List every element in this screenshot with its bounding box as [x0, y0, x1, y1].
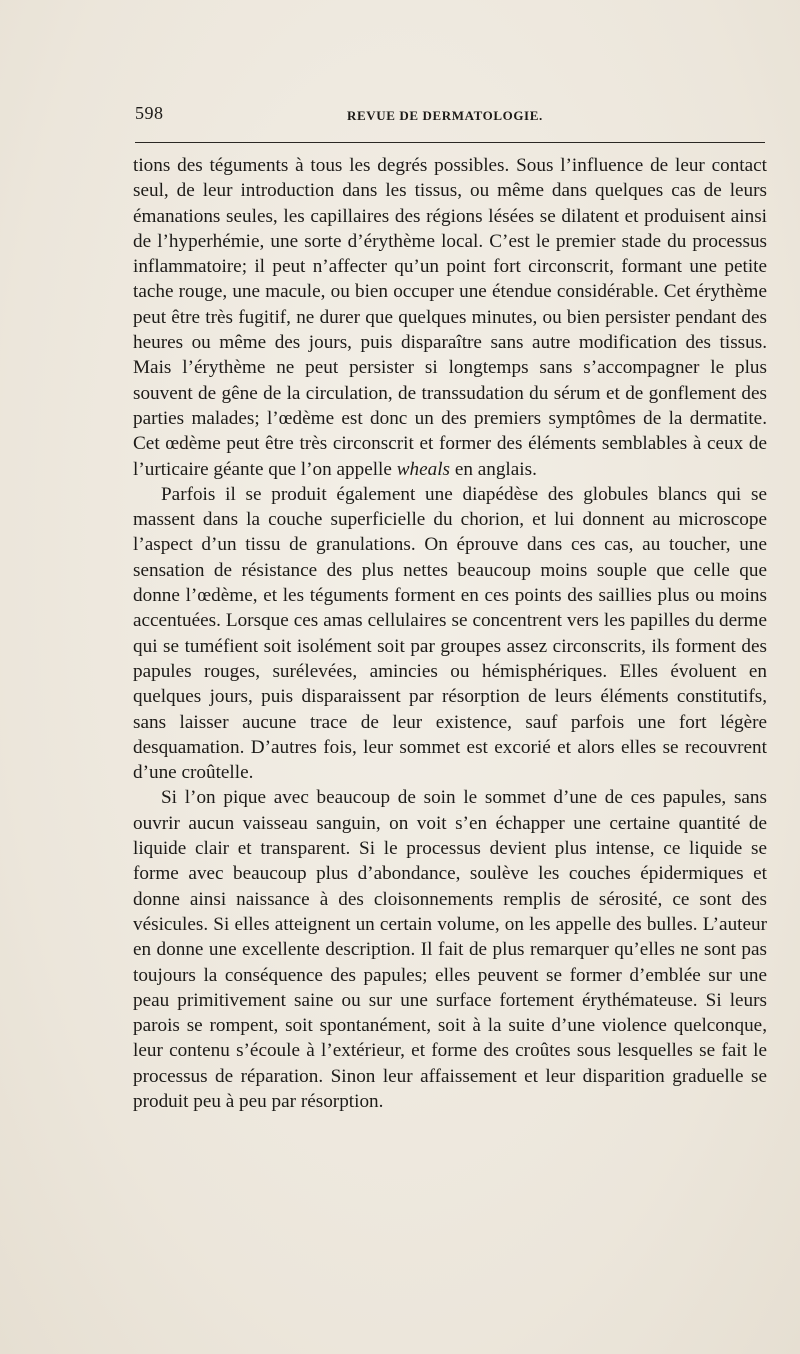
page-header [135, 103, 765, 129]
header-rule [135, 142, 765, 143]
paragraph-2: Parfois il se produit également une diapédèse des globules blancs qui se massent dans la couche superficielle du chorion, et lui donnent au microscope l’aspect d’un tissu de granulations. On éprouve dans ces cas, au toucher, une sensation de résistance des plus nettes beaucoup moins souple que celle que donne l’œdème, et les téguments forment en ces points des saillies plus ou moins accentuées. Lorsque ces amas cellulaires se concentrent vers les papilles du derme qui se tuméfient soit isolément soit par groupes assez circonscrits, ils forment des papules rouges, surélevées, amincies ou hémisphériques. Elles évoluent en quelques jours, puis disparaissent par résorption de leurs éléments constitutifs, sans laisser aucune trace de leur existence, sauf parfois une fort légère desquamation. D’autres fois, leur sommet est excorié et alors elles se recouvrent d’une croûtelle. [133, 483, 767, 784]
page-number: 598 [135, 103, 164, 123]
paragraph-3: Si l’on pique avec beaucoup de soin le sommet d’une de ces papules, sans ouvrir aucun vaisseau sanguin, on voit s’en échapper une certaine quantité de liquide clair et transparent. Si le processus devient plus intense, ce liquide se forme avec beaucoup plus d’abondance, soulève les couches épidermiques et donne ainsi naissance à des cloisonnements remplis de sérosité, ce sont des vésicules. Si elles atteignent un certain volume, on les appelle des bulles. L’auteur en donne une excellente description. Il fait de plus remarquer qu’elles ne sont pas toujours la conséquence des papules; elles peuvent se former d’emblée sur une peau primitivement saine ou sur une surface fortement érythémateuse. Si leurs parois se rompent, soit spontanément, soit à la suite d’une violence quelconque, leur contenu s’écoule à l’extérieur, et forme des croûtes sous lesquelles se fait le processus de réparation. Sinon leur affaissement et leur disparition graduelle se produit peu à peu par résorption. [133, 787, 767, 1112]
paragraph-1-text: tions des téguments à tous les degrés possibles. Sous l’influence de leur contact seul, de leur introduction dans les tissus, ou même dans quelques cas de leurs émanations seules, les capillaires des régions lésées se dilatent et produisent ainsi de l’hyperhémie, une sorte d’érythème local. C’est le premier stade du processus inflammatoire; il peut n’affecter qu’un point fort circonscrit, formant une petite tache rouge, une macule, ou bien occuper une étendue considérable. Cet érythème peut être très fugitif, ne durer que quelques minutes, ou bien persister pendant des heures ou même des jours, puis disparaître sans autre modification des tissus. Mais l’érythème ne peut persister si longtemps sans s’accompagner le plus souvent de gêne de la circulation, de transsudation du sérum et de gonflement des parties malades; l’œdème est donc un des premiers symptômes de la dermatite. Cet œdème peut être très circonscrit et former des éléments semblables à ceux de l’urticaire géante que l’on appelle [133, 155, 767, 480]
body-text [133, 153, 767, 1114]
paragraph-1-tail: en anglais. [450, 458, 537, 480]
italic-term: wheals [396, 458, 451, 480]
running-head: REVUE DE DERMATOLOGIE. [347, 108, 543, 123]
paragraph-1 [133, 153, 767, 482]
